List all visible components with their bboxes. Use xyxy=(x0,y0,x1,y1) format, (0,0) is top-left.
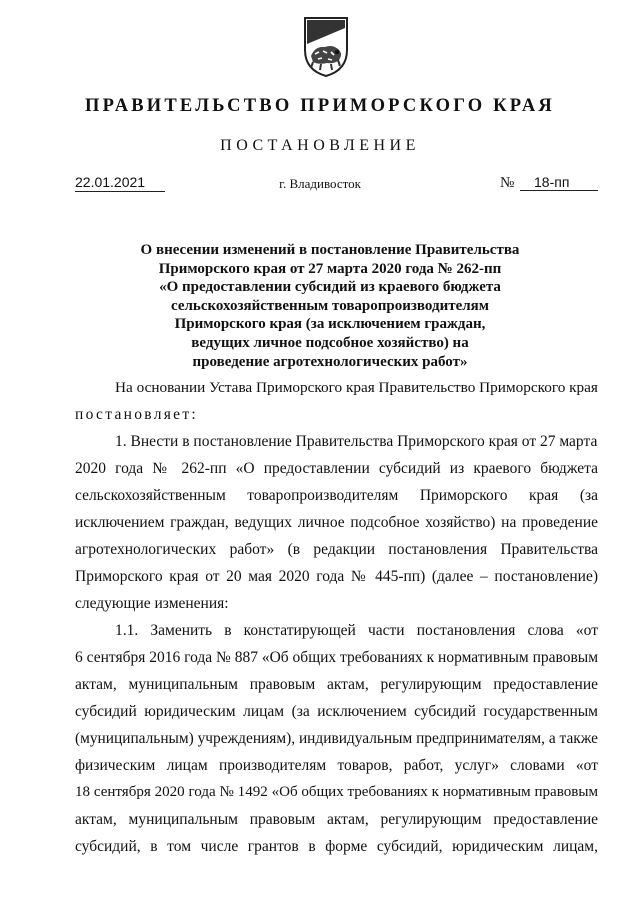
body-line: субсидий, в том числе грантов в форме субсидий, юридическим лицам, xyxy=(75,838,598,855)
body-line: (муниципальным) учреждениям), индивидуальным предпринимателям, а также xyxy=(75,730,598,747)
heading-line: проведение агротехнологических работ» xyxy=(192,353,468,370)
body-line: субсидий юридическим лицам (за исключением субсидий государственным xyxy=(75,703,598,720)
document-type: ПОСТАНОВЛЕНИЕ xyxy=(220,137,420,154)
body-line: актам, муниципальным правовым актам, регулирующим предоставление xyxy=(75,811,598,828)
document-heading xyxy=(60,241,600,371)
body-line: 2020 года № 262-пп «О предоставлении субсидий из краевого бюджета xyxy=(75,460,598,477)
body-line: 18 сентября 2020 года № 1492 «Об общих требованиях к нормативным правовым xyxy=(75,784,598,800)
body-line: 6 сентября 2016 года № 887 «Об общих требованиях к нормативным правовым xyxy=(75,649,598,666)
body-line: исключением граждан, ведущих личное подсобное хозяйство) на проведение xyxy=(75,514,598,531)
number-label: № xyxy=(500,175,515,191)
body-line: физическим лицам производителям товаров, работ, услуг» словами «от xyxy=(75,757,598,774)
document-date: 22.01.2021 xyxy=(75,174,165,192)
document-city: г. Владивосток xyxy=(279,176,361,191)
government-name: ПРАВИТЕЛЬСТВО ПРИМОРСКОГО КРАЯ xyxy=(84,96,555,116)
body-line: На основании Устава Приморского края Правительство Приморского края xyxy=(115,379,598,396)
body-line: 1.1. Заменить в констатирующей части постановления слова «от xyxy=(115,622,598,639)
body-line: актам, муниципальным правовым актам, регулирующим предоставление xyxy=(75,676,598,693)
heading-line: ведущих личное подсобное хозяйство) на xyxy=(191,334,469,351)
body-line: 1. Внести в постановление Правительства Приморского края от 27 марта xyxy=(115,433,598,450)
document-number: 18-пп xyxy=(520,174,598,191)
heading-line: Приморского края от 27 марта 2020 года № 262-пп xyxy=(158,260,502,277)
heading-line: «О предоставлении субсидий из краевого бюджета xyxy=(159,279,501,296)
body-line: сельскохозяйственным товаропроизводителям Приморского края (за xyxy=(75,487,598,504)
body-line: агротехнологических работ» (в редакции постановления Правительства xyxy=(75,541,598,558)
heading-line: О внесении изменений в постановление Правительства xyxy=(140,242,520,258)
coat-of-arms-icon xyxy=(301,16,351,78)
body-line: Приморского края от 20 мая 2020 года № 445-пп) (далее – постановление) xyxy=(75,568,598,585)
heading-line: сельскохозяйственным товаропроизводителям xyxy=(170,297,489,314)
body-line: постановляет: xyxy=(75,406,199,423)
body-line: следующие изменения: xyxy=(75,595,229,612)
heading-line: Приморского края (за исключением граждан, xyxy=(174,316,486,333)
